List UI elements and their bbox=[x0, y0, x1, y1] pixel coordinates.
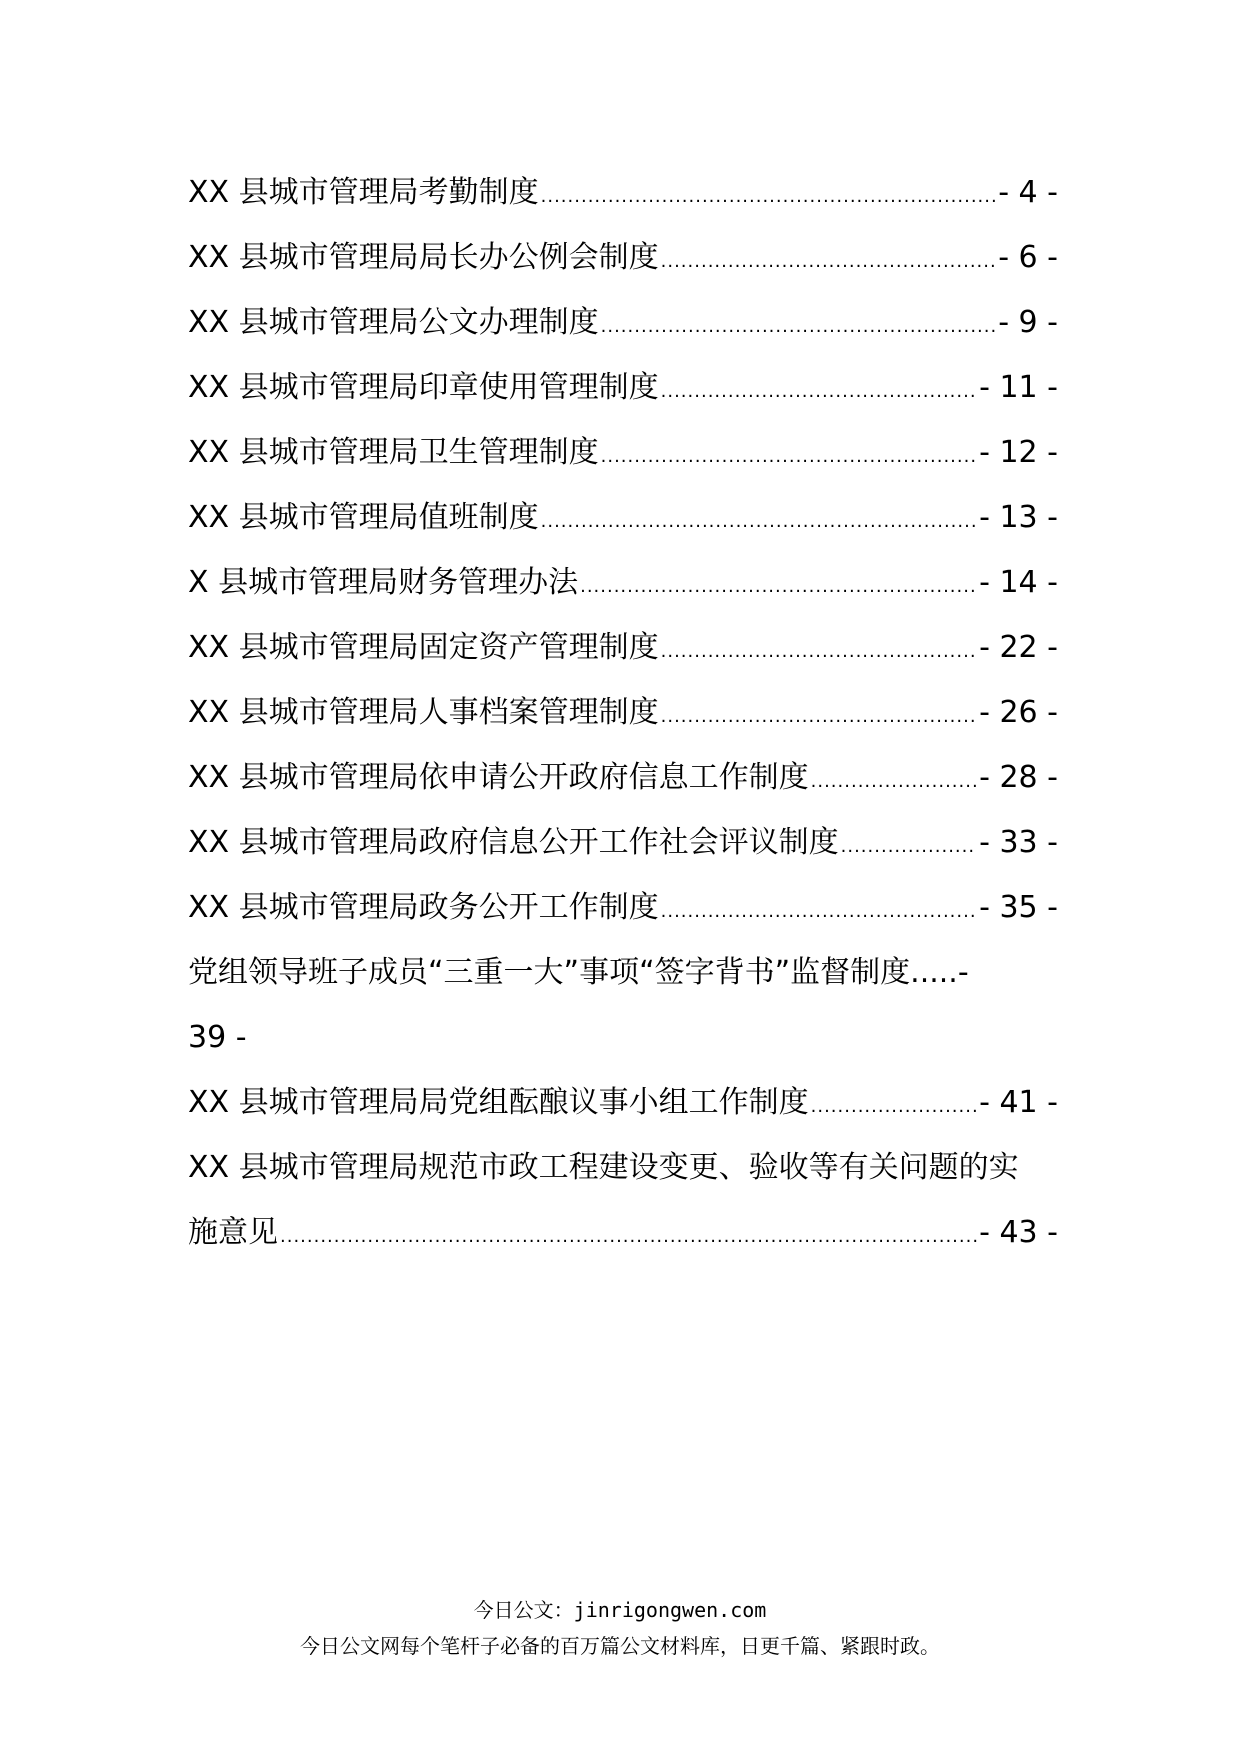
toc-entry-title: XX 县城市管理局人事档案管理制度 bbox=[188, 695, 659, 730]
table-of-contents bbox=[188, 160, 1058, 1265]
toc-entry-page: - 9 - bbox=[998, 305, 1058, 340]
toc-entry[interactable] bbox=[188, 680, 1058, 745]
toc-entry-title: XX 县城市管理局局长办公例会制度 bbox=[188, 240, 659, 275]
footer-site-label: 今日公文： bbox=[473, 1598, 574, 1622]
toc-entry-line: 39 - bbox=[188, 1020, 247, 1055]
toc-entry-title: XX 县城市管理局政府信息公开工作社会评议制度 bbox=[188, 825, 839, 860]
toc-entry-page: - 13 - bbox=[979, 500, 1058, 535]
toc-entry[interactable] bbox=[188, 160, 1058, 225]
toc-entry-line bbox=[188, 1200, 1058, 1265]
footer-site-line bbox=[0, 1594, 1240, 1623]
toc-dot-leader bbox=[661, 359, 977, 424]
toc-dot-leader bbox=[661, 229, 997, 294]
toc-entry-page: - 4 - bbox=[998, 175, 1058, 210]
toc-entry-page: - 6 - bbox=[998, 240, 1058, 275]
toc-entry-line: XX 县城市管理局规范市政工程建设变更、验收等有关问题的实 bbox=[188, 1150, 1019, 1185]
toc-entry-page: - 22 - bbox=[979, 630, 1058, 665]
toc-dot-leader bbox=[811, 1074, 977, 1139]
toc-entry[interactable] bbox=[188, 420, 1058, 485]
toc-entry[interactable] bbox=[188, 615, 1058, 680]
toc-dot-leader bbox=[541, 489, 977, 554]
toc-entry-wrapped[interactable] bbox=[188, 1135, 1058, 1265]
toc-entry-page: - 12 - bbox=[979, 435, 1058, 470]
toc-entry-page: - 43 - bbox=[979, 1215, 1058, 1250]
toc-entry-page: - 14 - bbox=[979, 565, 1058, 600]
toc-dot-leader bbox=[811, 749, 977, 814]
toc-entry-title: XX 县城市管理局固定资产管理制度 bbox=[188, 630, 659, 665]
footer-site-url[interactable]: jinrigongwen.com bbox=[573, 1598, 767, 1622]
toc-entry[interactable] bbox=[188, 225, 1058, 290]
toc-entry-line: 党组领导班子成员“三重一大”事项“签字背书”监督制度.....- bbox=[188, 955, 969, 990]
toc-entry[interactable] bbox=[188, 485, 1058, 550]
toc-entry[interactable] bbox=[188, 355, 1058, 420]
footer-slogan: 今日公文网每个笔杆子必备的百万篇公文材料库，日更千篇、紧跟时政。 bbox=[300, 1634, 940, 1658]
toc-entry[interactable] bbox=[188, 810, 1058, 875]
toc-entry-page: - 28 - bbox=[979, 760, 1058, 795]
toc-entry[interactable] bbox=[188, 1070, 1058, 1135]
toc-dot-leader bbox=[280, 1204, 977, 1269]
toc-dot-leader bbox=[601, 294, 997, 359]
toc-entry-page: - 26 - bbox=[979, 695, 1058, 730]
toc-dot-leader bbox=[841, 814, 977, 879]
toc-entry-page: - 35 - bbox=[979, 890, 1058, 925]
toc-entry-title: XX 县城市管理局公文办理制度 bbox=[188, 305, 599, 340]
toc-dot-leader bbox=[601, 424, 977, 489]
toc-entry-wrapped[interactable] bbox=[188, 940, 1058, 1070]
toc-entry-title: XX 县城市管理局卫生管理制度 bbox=[188, 435, 599, 470]
toc-entry-page: - 33 - bbox=[979, 825, 1058, 860]
toc-entry-title: XX 县城市管理局值班制度 bbox=[188, 500, 539, 535]
toc-entry-title: XX 县城市管理局依申请公开政府信息工作制度 bbox=[188, 760, 809, 795]
toc-dot-leader bbox=[661, 619, 977, 684]
toc-dot-leader bbox=[541, 164, 997, 229]
toc-entry[interactable] bbox=[188, 290, 1058, 355]
toc-entry-title: XX 县城市管理局局党组酝酿议事小组工作制度 bbox=[188, 1085, 809, 1120]
toc-entry-page: - 41 - bbox=[979, 1085, 1058, 1120]
toc-entry[interactable] bbox=[188, 875, 1058, 940]
toc-entry-title: XX 县城市管理局政务公开工作制度 bbox=[188, 890, 659, 925]
toc-dot-leader bbox=[580, 554, 977, 619]
toc-entry[interactable] bbox=[188, 745, 1058, 810]
toc-dot-leader bbox=[661, 684, 977, 749]
toc-entry-title: XX 县城市管理局印章使用管理制度 bbox=[188, 370, 659, 405]
toc-entry[interactable] bbox=[188, 550, 1058, 615]
toc-entry-title: 施意见 bbox=[188, 1215, 278, 1250]
toc-entry-title: X 县城市管理局财务管理办法 bbox=[188, 565, 579, 600]
toc-entry-page: - 11 - bbox=[979, 370, 1058, 405]
toc-dot-leader bbox=[661, 879, 977, 944]
toc-entry-title: XX 县城市管理局考勤制度 bbox=[188, 175, 539, 210]
